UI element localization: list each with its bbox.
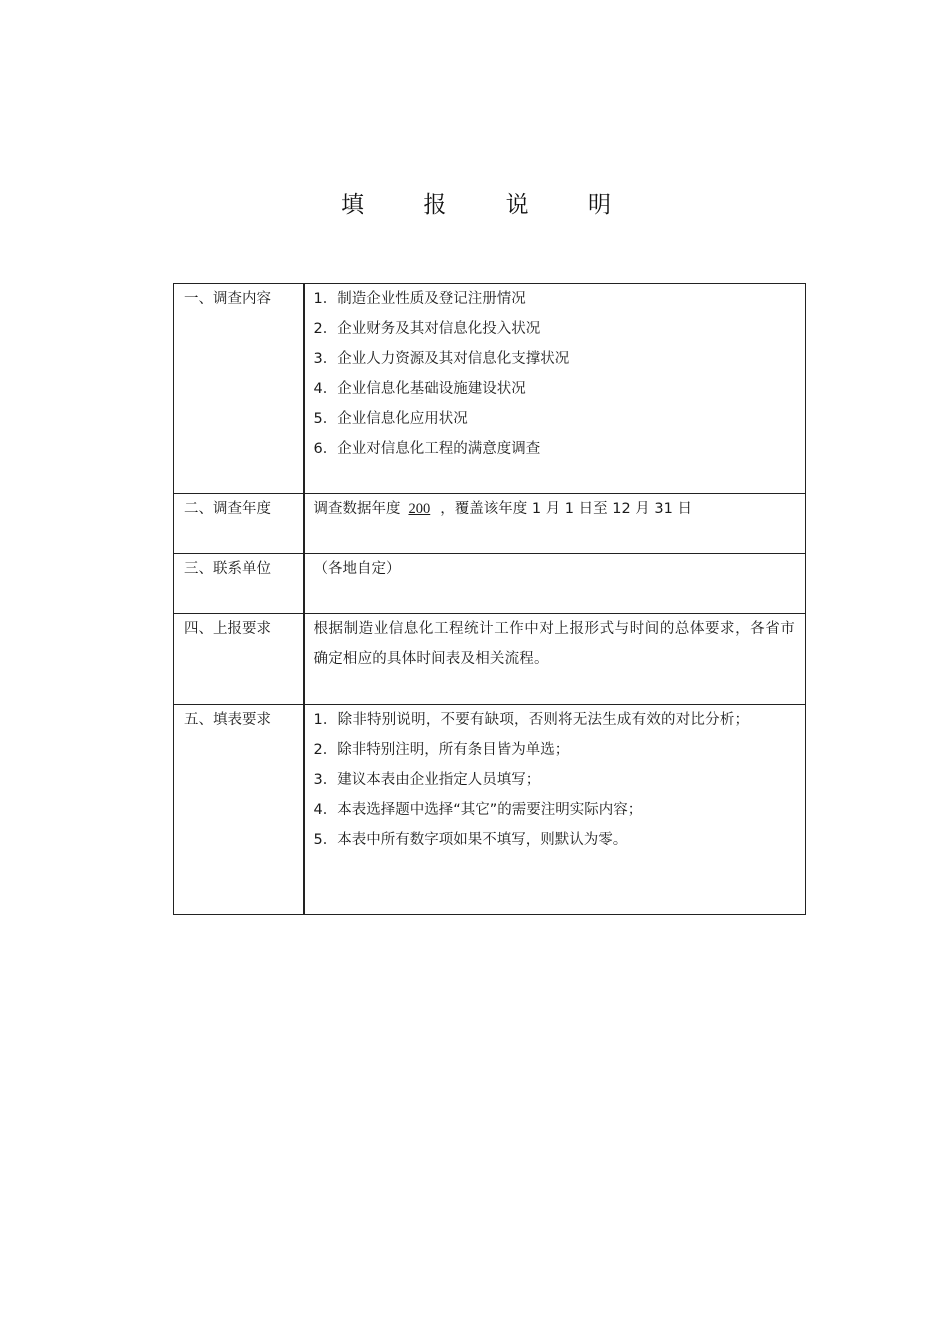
row-label: 四、上报要求 xyxy=(174,614,304,705)
list-item: 5．企业信息化应用状况 xyxy=(313,411,468,427)
survey-content-list xyxy=(304,284,806,494)
list-item: 2．除非特别注明，所有条目皆为单选； xyxy=(313,742,570,758)
table-row-report-requirements xyxy=(174,614,806,705)
table-row-fill-requirements xyxy=(174,705,806,915)
survey-year-line xyxy=(314,494,796,524)
list-item: 1．制造企业性质及登记注册情况 xyxy=(313,291,526,307)
table-row-survey-year xyxy=(174,494,806,554)
report-requirements-paragraph: 根据制造业信息化工程统计工作中对上报形式与时间的总体要求，各省市确定相应的具体时间表及相关流程。 xyxy=(313,621,795,667)
row-label: 二、调查年度 xyxy=(174,494,304,554)
row-label: 一、调查内容 xyxy=(174,284,304,494)
year-value-field: 200 xyxy=(408,501,431,517)
row-label: 三、联系单位 xyxy=(174,554,304,614)
list-item: 3．建议本表由企业指定人员填写； xyxy=(313,772,541,788)
list-item: 5．本表中所有数字项如果不填写，则默认为零。 xyxy=(313,832,628,848)
list-item: 1．除非特别说明，不要有缺项，否则将无法生成有效的对比分析； xyxy=(313,712,750,728)
contact-unit-value: （各地自定） xyxy=(313,561,401,577)
table-row-survey-content xyxy=(174,284,806,494)
list-item: 2．企业财务及其对信息化投入状况 xyxy=(313,321,541,337)
row-label: 五、填表要求 xyxy=(174,705,304,915)
page-title: 填 报 说 明 xyxy=(341,192,637,218)
report-requirements-text xyxy=(304,614,806,705)
list-item: 3．企业人力资源及其对信息化支撑状况 xyxy=(313,351,570,367)
list-item: 4．本表选择题中选择“其它”的需要注明实际内容； xyxy=(313,802,643,818)
year-suffix: ，覆盖该年度 1 月 1 日至 12 月 31 日 xyxy=(440,501,692,517)
year-prefix: 调查数据年度 xyxy=(313,501,401,517)
list-item: 6．企业对信息化工程的满意度调查 xyxy=(313,441,541,457)
fill-requirements-list xyxy=(304,705,806,915)
table-row-contact-unit xyxy=(174,554,806,614)
survey-year-text xyxy=(304,494,806,554)
contact-unit-text xyxy=(304,554,806,614)
instructions-table xyxy=(173,283,806,915)
list-item: 4．企业信息化基础设施建设状况 xyxy=(313,381,526,397)
